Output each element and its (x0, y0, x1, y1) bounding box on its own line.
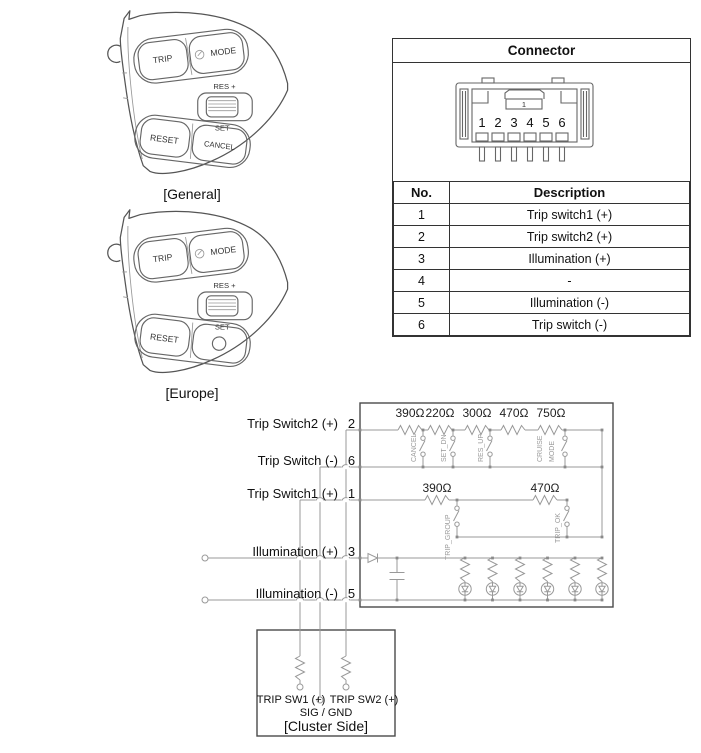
steering-switch-general-drawing (86, 6, 298, 180)
pin-label: 5 (347, 586, 356, 601)
table-row (394, 292, 690, 314)
switch-label: CANCEL (411, 433, 418, 462)
blank-circle-button (212, 336, 227, 351)
resistor-value: 220Ω (425, 406, 455, 420)
mode-button-label: MODE (209, 45, 237, 59)
led-icon (459, 583, 471, 595)
connector-pin-number: 2 (494, 115, 502, 130)
resistor-value: 470Ω (499, 406, 529, 420)
connector-tab-right (552, 78, 564, 83)
cluster-trip-sw1-label: TRIP SW1 (+) (256, 694, 326, 706)
resistor-value: 390Ω (395, 406, 425, 420)
signal-labels (247, 416, 338, 601)
resistor (465, 426, 489, 435)
table-header-row (394, 182, 690, 204)
cluster-trip-sw2-label: TRIP SW2 (+) (329, 694, 399, 706)
led-icon (569, 583, 581, 595)
pin-no: 1 (394, 204, 450, 226)
resistor (538, 426, 562, 435)
led-branch (486, 558, 498, 601)
trip-button-label: TRIP (152, 251, 173, 265)
led-branch (596, 558, 608, 601)
trip-button-label: TRIP (152, 52, 173, 66)
resistor (398, 426, 422, 435)
pin-label: 1 (347, 486, 356, 501)
rocker-grip-ridges (208, 101, 236, 111)
table-row (394, 248, 690, 270)
res-label: RES + (213, 82, 236, 92)
cluster-pull-up-resistors (296, 656, 351, 680)
switch-name-labels (411, 433, 562, 560)
resistor-value: 470Ω (530, 481, 560, 495)
trip-group-switch (454, 500, 460, 537)
led-icon (486, 583, 498, 595)
terminals (202, 555, 349, 703)
signal-label: Illumination (+) (252, 544, 338, 559)
signal-label: Trip Switch1 (+) (247, 486, 338, 501)
pin-label: 3 (347, 544, 356, 559)
rocker-grip (206, 296, 238, 316)
switch-label: CRUISE (537, 435, 544, 462)
circuit-diagram (190, 393, 620, 753)
resistor-value: 390Ω (422, 481, 452, 495)
switch-label: RES_UP (478, 433, 485, 462)
capacitor-icon (390, 573, 405, 580)
connector-rail-right (581, 89, 589, 139)
table-row (394, 204, 690, 226)
led-branch (459, 558, 471, 601)
pin-no: 4 (394, 270, 450, 292)
illumination-minus-terminal (202, 597, 208, 603)
switch-housing (120, 11, 287, 174)
resistor (425, 496, 449, 505)
mounting-ear (108, 244, 121, 261)
connector-key-label: 1 (521, 100, 527, 109)
steering-switch-europe-drawing (86, 205, 298, 379)
switch-label: TRIP_GROUP (445, 514, 452, 560)
cruise-icon-needle (197, 52, 202, 56)
switch-label: TRIP_OK (555, 513, 562, 543)
mode-button-label: MODE (209, 244, 237, 258)
mounting-ear (108, 45, 121, 62)
top-button-bezel (131, 226, 250, 285)
pin-description: Trip switch (-) (450, 314, 690, 336)
general-illustration (86, 6, 298, 202)
res-up-switch (487, 430, 493, 467)
resistor (428, 426, 452, 435)
trip-sw2-terminal (343, 684, 349, 690)
connector-slots (476, 133, 568, 141)
cluster-sig-gnd-label: SIG / GND (299, 707, 353, 719)
cruise-icon-needle (197, 251, 202, 255)
led-icon (514, 583, 526, 595)
pin-description: Trip switch1 (+) (450, 204, 690, 226)
cancel-switch (420, 430, 426, 467)
connector-table (393, 181, 690, 336)
led-branch (541, 558, 553, 601)
cruise-icon (195, 50, 205, 60)
connector-pin-number: 4 (526, 115, 534, 130)
switch-label: MODE (549, 441, 556, 462)
cruise-icon (195, 249, 205, 259)
rocker-grip-ridges (208, 300, 236, 310)
led-branch (569, 558, 581, 601)
reset-button-label: RESET (149, 331, 180, 345)
pin-no: 6 (394, 314, 450, 336)
connector-panel-title: Connector (393, 39, 690, 63)
general-caption: [General] (163, 186, 221, 202)
connector-panel (392, 38, 691, 337)
resistor (342, 656, 351, 680)
connector-pin-number: 3 (510, 115, 518, 130)
set-dn-switch (450, 430, 456, 467)
europe-caption: [Europe] (165, 385, 219, 401)
pin-label: 6 (347, 453, 356, 468)
resistor-value: 300Ω (462, 406, 492, 420)
signal-label: Trip Switch (-) (257, 453, 338, 468)
connector-drawing (393, 63, 689, 181)
table-row (394, 314, 690, 336)
cancel-button-label: CANCEL (203, 139, 236, 152)
pin-no: 3 (394, 248, 450, 270)
cluster-labels (257, 694, 399, 734)
reset-button-label: RESET (149, 132, 180, 146)
connector-rail-right-lines (584, 91, 587, 137)
pin-number-labels (348, 416, 357, 601)
set-label: SET - (214, 123, 235, 133)
diode-icon (368, 554, 378, 563)
col-header-description: Description (450, 182, 690, 204)
connector-pin-number: 1 (478, 115, 486, 130)
connector-latch (505, 90, 544, 99)
table-row (394, 226, 690, 248)
pin-description: Trip switch2 (+) (450, 226, 690, 248)
rocker-grip (206, 97, 238, 117)
signal-label: Trip Switch2 (+) (247, 416, 338, 431)
resistor (296, 656, 305, 680)
housing-inner-line (122, 226, 142, 358)
cluster-caption: [Cluster Side] (283, 718, 369, 734)
resistor (501, 426, 525, 435)
connector-pin-number: 6 (558, 115, 566, 130)
cruise-mode-switch (562, 430, 568, 467)
connector-rail-left (460, 89, 468, 139)
pin-description: Illumination (-) (450, 292, 690, 314)
pin-no: 5 (394, 292, 450, 314)
led-icon (596, 583, 608, 595)
connector-rail-left-lines (463, 91, 466, 137)
europe-illustration (86, 205, 298, 401)
connector-tab-left (482, 78, 494, 83)
housing-inner-line (122, 27, 142, 159)
switch-housing (120, 210, 287, 373)
led-icon (541, 583, 553, 595)
connector-pin-number: 5 (542, 115, 550, 130)
connector-drawing-area (393, 63, 690, 181)
col-header-no: No. (394, 182, 450, 204)
trip-sw1-terminal (297, 684, 303, 690)
connector-pin-numbers (478, 115, 565, 130)
illumination-plus-terminal (202, 555, 208, 561)
trip-ok-switch (564, 500, 570, 537)
signal-label: Illumination (-) (255, 586, 338, 601)
pin-description: Illumination (+) (450, 248, 690, 270)
set-label: SET - (214, 322, 235, 332)
led-branch (514, 558, 526, 601)
illumination-led-branches (459, 558, 608, 601)
switch-module-box (360, 403, 613, 607)
pin-no: 2 (394, 226, 450, 248)
table-row (394, 270, 690, 292)
pin-description: - (450, 270, 690, 292)
pin-label: 2 (347, 416, 356, 431)
trip-switches (454, 500, 570, 537)
resistor (533, 496, 557, 505)
top-button-bezel (131, 27, 250, 86)
switch-label: SET_DN (441, 434, 448, 462)
res-label: RES + (213, 281, 236, 291)
connector-prongs (480, 147, 565, 161)
resistor-value: 750Ω (536, 406, 566, 420)
